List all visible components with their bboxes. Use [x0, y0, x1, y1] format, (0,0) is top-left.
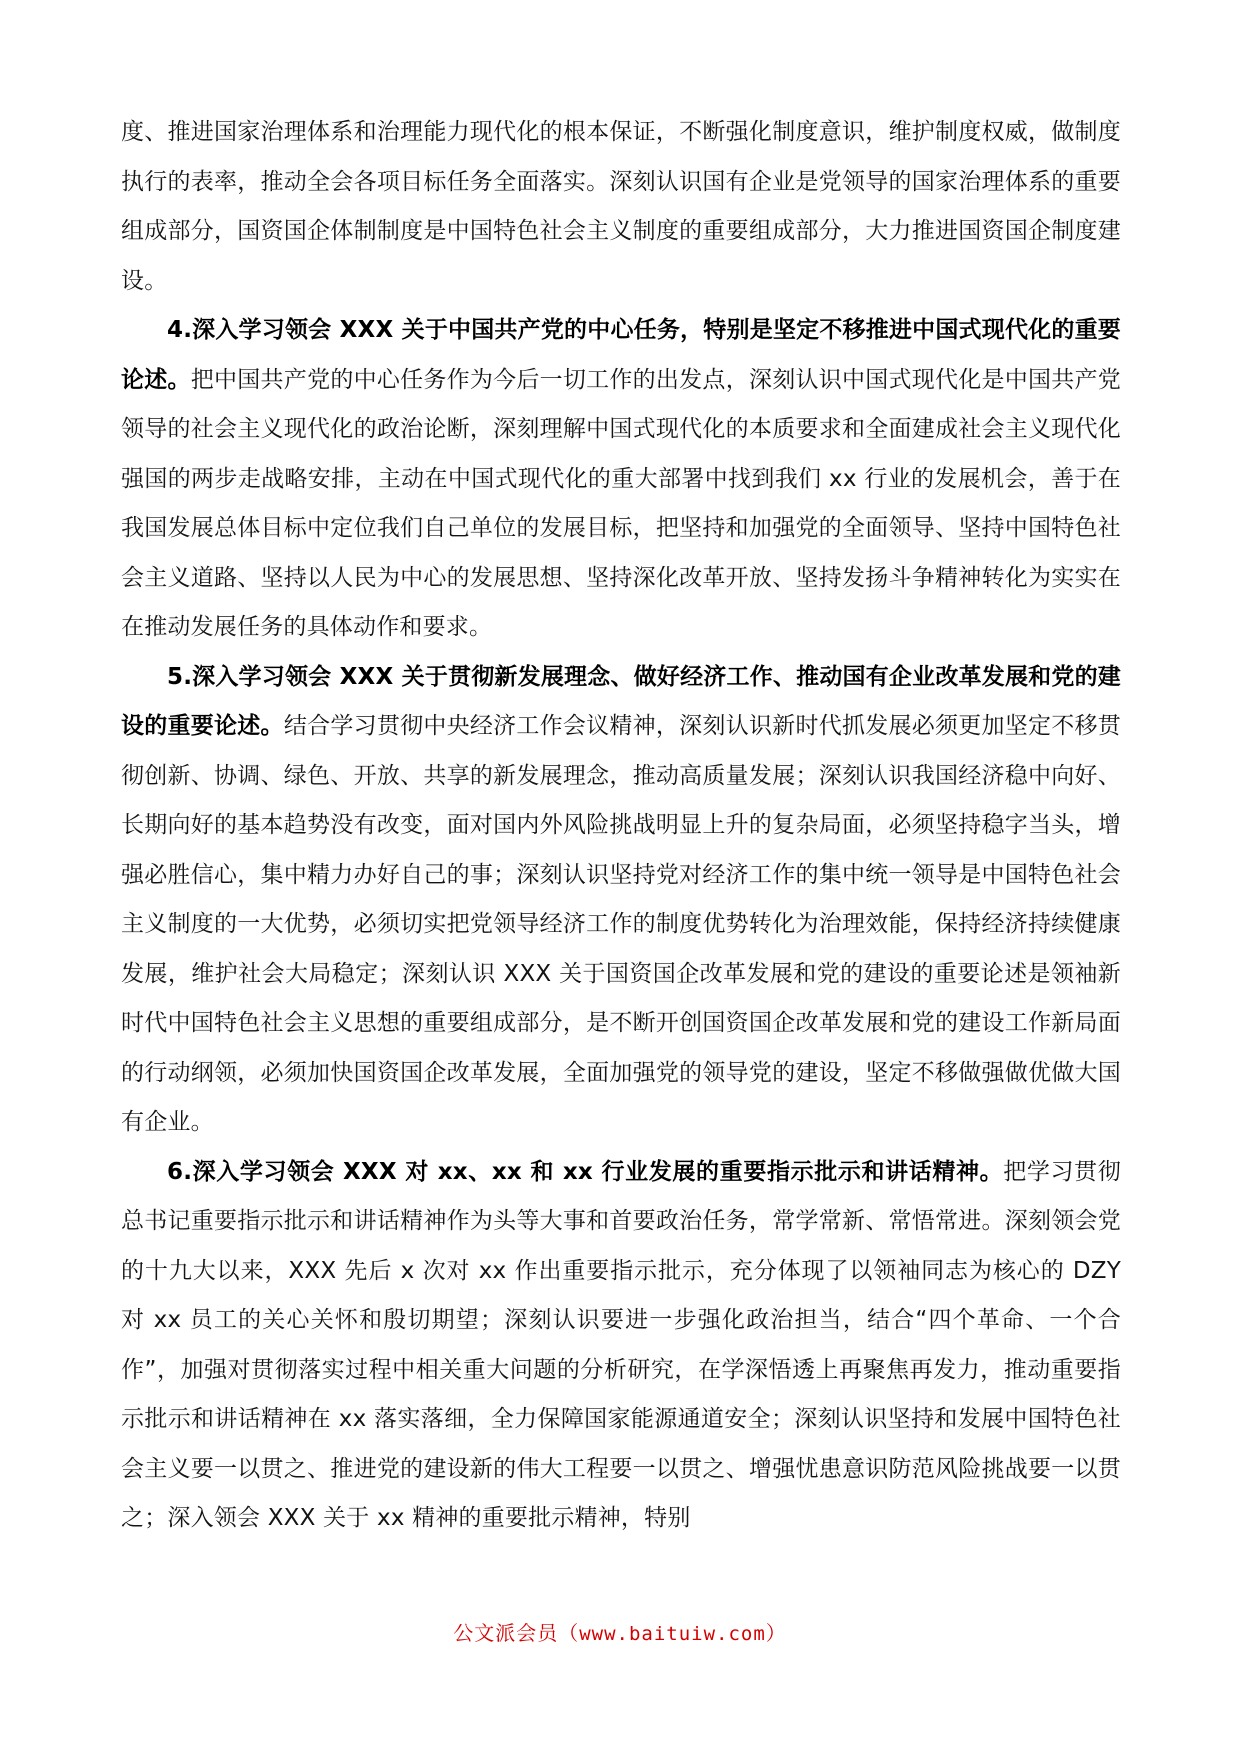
paragraph-continuation: [121, 108, 1121, 306]
paragraph-heading: 5.深入学习领会 XXX 关于贯彻新发展理念、做好经济工作、推动国有企业改革发展和党的建设的重要论述。: [121, 663, 1121, 739]
footer-url[interactable]: www.baituiw.com: [579, 1623, 766, 1645]
footer-paren-open: （: [558, 1621, 580, 1645]
footer-label: 公文派会员: [453, 1621, 559, 1645]
footer-paren-close: ）: [765, 1621, 787, 1645]
paragraph-item-6: [121, 1148, 1121, 1544]
paragraph-item-4: [121, 306, 1121, 653]
paragraph-heading: 4.深入学习领会 XXX 关于中国共产党的中心任务，特别是坚定不移推进中国式现代化的重要论述。: [121, 317, 1121, 393]
document-body: [121, 108, 1121, 1544]
paragraph-body: 把中国共产党的中心任务作为今后一切工作的出发点，深刻认识中国式现代化是中国共产党领导的社会主义现代化的政治论断，深刻理解中国式现代化的本质要求和全面建成社会主义现代化强国的两步走战略安排，主动在中国式现代化的重大部署中找到我们 xx 行业的发展机会，善于在我国发展总体目标中定位我们自己单位的发展目标，把坚持和加强党的全面领导、坚持中国特色社会主义道路、坚持以人民为中心的发展思想、坚持深化改革开放、坚持发扬斗争精神转化为实实在在推动发展任务的具体动作和要求。: [121, 366, 1122, 640]
paragraph-item-5: [121, 653, 1121, 1148]
paragraph-body: 把学习贯彻总书记重要指示批示和讲话精神作为头等大事和首要政治任务，常学常新、常悟常进。深刻领会党的十九大以来，XXX 先后 x 次对 xx 作出重要指示批示，充分体现了以领袖同志为核心的 DZY 对 xx 员工的关心关怀和殷切期望；深刻认识要进一步强化政治担当，结合“四个革命、一个合作”，加强对贯彻落实过程中相关重大问题的分析研究，在学深悟透上再聚焦再发力，推动重要指示批示和讲话精神在 xx 落实落细，全力保障国家能源通道安全；深刻认识坚持和发展中国特色社会主义要一以贯之、推进党的建设新的伟大工程要一以贯之、增强忧患意识防范风险挑战要一以贯之；深入领会 XXX 关于 xx 精神的重要批示精神，特别: [121, 1158, 1121, 1531]
paragraph-body: 结合学习贯彻中央经济工作会议精神，深刻认识新时代抓发展必须更加坚定不移贯彻创新、协调、绿色、开放、共享的新发展理念，推动高质量发展；深刻认识我国经济稳中向好、长期向好的基本趋势没有改变，面对国内外风险挑战明显上升的复杂局面，必须坚持稳字当头，增强必胜信心，集中精力办好自己的事；深刻认识坚持党对经济工作的集中统一领导是中国特色社会主义制度的一大优势，必须切实把党领导经济工作的制度优势转化为治理效能，保持经济持续健康发展，维护社会大局稳定；深刻认识 XXX 关于国资国企改革发展和党的建设的重要论述是领袖新时代中国特色社会主义思想的重要组成部分，是不断开创国资国企改革发展和党的建设工作新局面的行动纲领，必须加快国资国企改革发展，全面加强党的领导党的建设，坚定不移做强做优做大国有企业。: [121, 713, 1122, 1135]
paragraph-heading: 6.深入学习领会 XXX 对 xx、xx 和 xx 行业发展的重要指示批示和讲话精神。: [167, 1158, 1004, 1185]
footer-watermark: [0, 1617, 1240, 1646]
paragraph-body: 度、推进国家治理体系和治理能力现代化的根本保证，不断强化制度意识，维护制度权威，做制度执行的表率，推动全会各项目标任务全面落实。深刻认识国有企业是党领导的国家治理体系的重要组成部分，国资国企体制制度是中国特色社会主义制度的重要组成部分，大力推进国资国企制度建设。: [121, 119, 1121, 294]
